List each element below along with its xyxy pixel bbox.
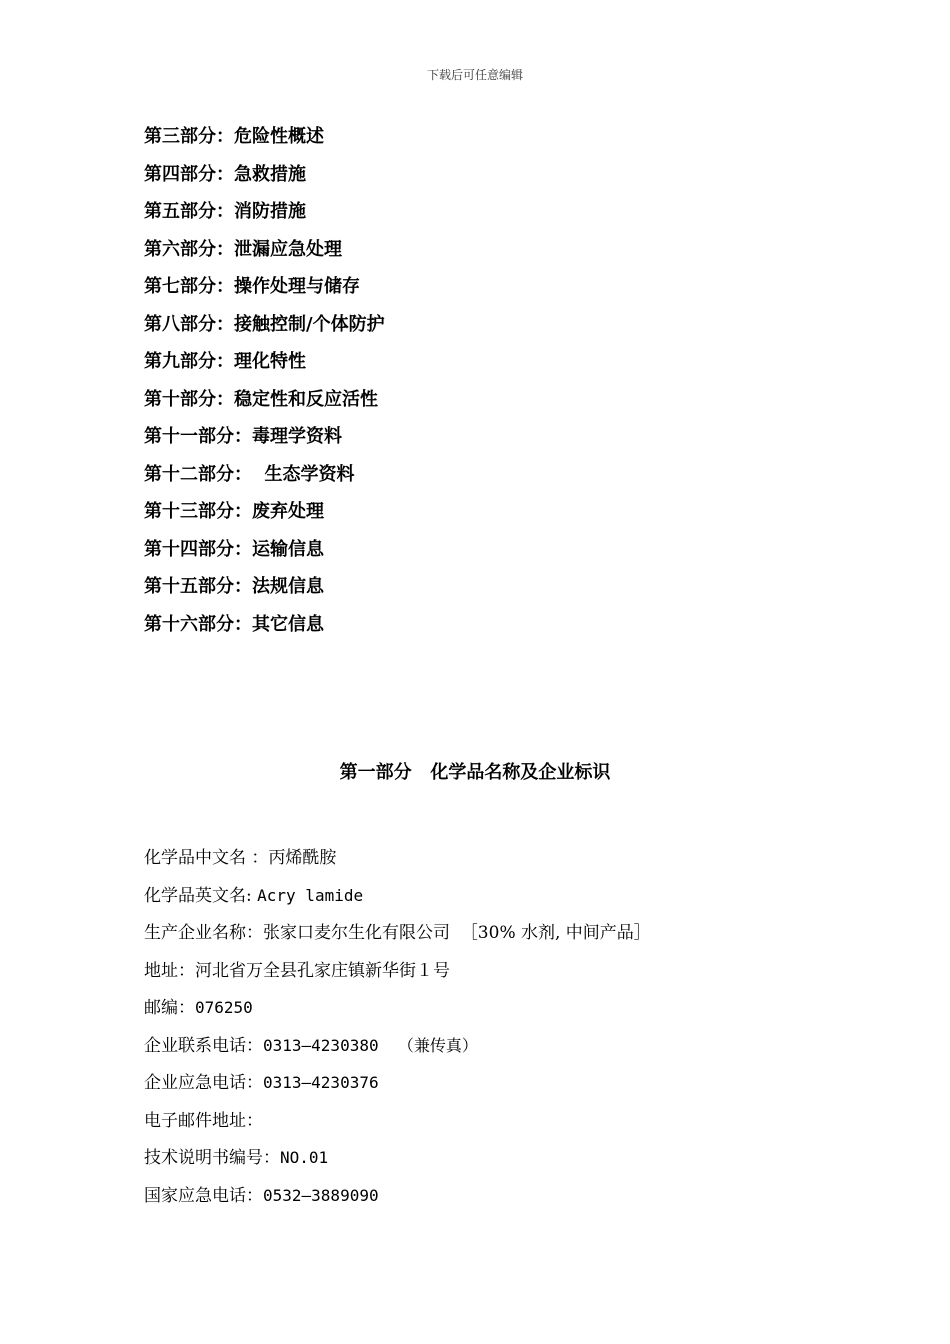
info-label: 化学品中文名 ： <box>144 848 269 868</box>
info-label: 电子邮件地址： <box>144 1110 263 1131</box>
toc-item: 第三部分：危险性概述 <box>144 126 324 147</box>
toc-item: 第十一部分：毒理学资料 <box>144 426 342 447</box>
info-value: 张家口麦尔生化有限公司 ［30% 水剂, 中间产品］ <box>263 923 651 943</box>
info-row-address <box>144 956 651 994</box>
info-label: 生产企业名称： <box>144 923 263 943</box>
info-value: 0313—4230376 <box>263 1073 379 1092</box>
toc-item: 第十四部分：运输信息 <box>144 538 324 560</box>
page-header-note: 下载后可任意编辑 <box>426 68 523 82</box>
toc-item: 第五部分：消防措施 <box>144 201 306 222</box>
info-row-company <box>144 918 651 956</box>
info-value: Acry lamide <box>257 885 364 905</box>
section-title: 第一部分 化学品名称及企业标识 <box>339 762 611 783</box>
info-label: 化学品英文名: <box>144 885 258 906</box>
toc-item: 第十二部分： 生态学资料 <box>144 463 355 485</box>
info-row-email <box>144 1106 651 1144</box>
toc-item: 第十三部分：废弃处理 <box>144 501 324 522</box>
info-label: 地址： <box>144 960 195 981</box>
info-row-emergency-phone <box>144 1068 651 1106</box>
info-label: 企业联系电话： <box>144 1035 263 1056</box>
info-value: 0313—4230380 （兼传真） <box>263 1035 478 1055</box>
info-value: 076250 <box>195 998 253 1017</box>
toc-item: 第四部分：急救措施 <box>144 163 306 185</box>
info-value: NO.01 <box>280 1148 329 1167</box>
info-row-contact-phone <box>144 1031 651 1069</box>
identification-list <box>144 843 651 1218</box>
toc-item: 第八部分：接触控制/个体防护 <box>144 313 385 335</box>
info-row-postcode <box>144 993 651 1031</box>
info-row-chinese-name <box>144 843 651 881</box>
toc-item: 第九部分：理化特性 <box>144 351 306 372</box>
info-row-doc-number <box>144 1143 651 1181</box>
table-of-contents <box>144 122 385 647</box>
info-label: 企业应急电话： <box>144 1073 263 1093</box>
info-row-english-name <box>144 881 651 919</box>
toc-item: 第十五部分：法规信息 <box>144 576 324 597</box>
info-value: 河北省万全县孔家庄镇新华街１号 <box>195 960 450 981</box>
info-label: 国家应急电话： <box>144 1185 263 1206</box>
info-label: 邮编： <box>144 998 195 1018</box>
info-value: 丙烯酰胺 <box>268 848 337 868</box>
toc-item: 第六部分：泄漏应急处理 <box>144 238 342 260</box>
info-value: 0532—3889090 <box>263 1185 379 1205</box>
info-row-national-phone <box>144 1181 651 1219</box>
toc-item: 第七部分：操作处理与储存 <box>144 276 360 297</box>
toc-item: 第十部分：稳定性和反应活性 <box>144 388 378 410</box>
info-label: 技术说明书编号： <box>144 1148 280 1168</box>
toc-item: 第十六部分：其它信息 <box>144 613 324 635</box>
